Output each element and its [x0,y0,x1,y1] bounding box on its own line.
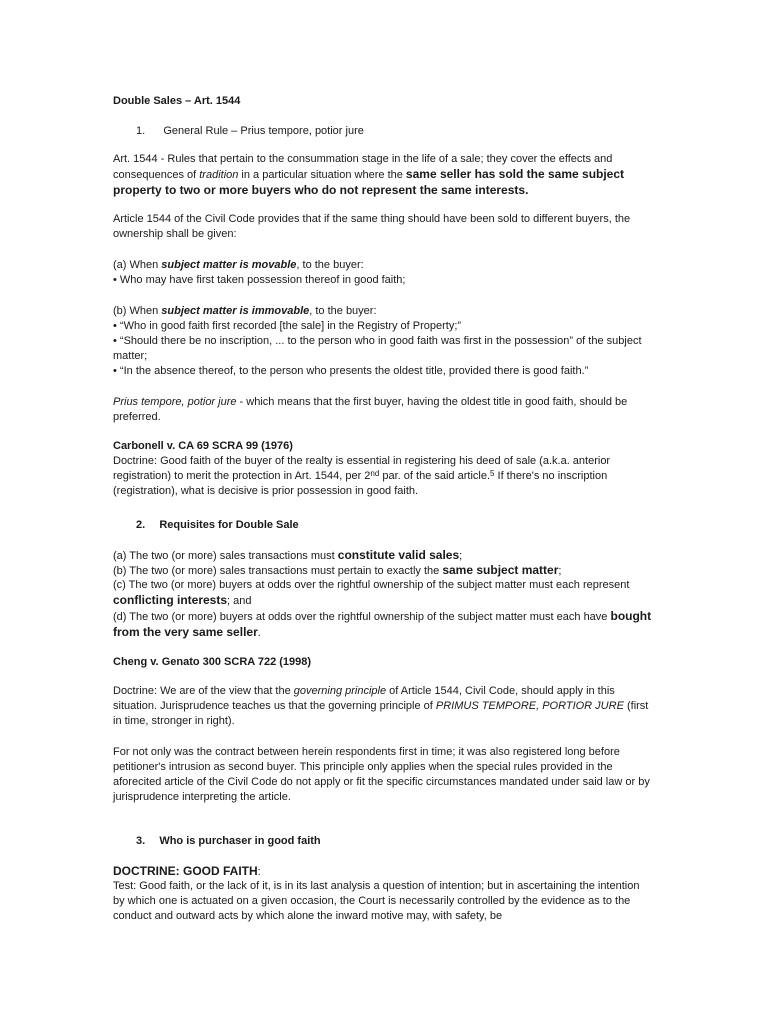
carbonell-text-c: If there's no inscription (registration), what is decisive is prior possession in good faith. [113,470,608,497]
carbonell-text-a: Doctrine: Good faith of the buyer of the realty is essential in registering his deed of sale (a.k.a. anterior registration) to merit the protection in Art. 1544, per 2 [113,455,611,482]
immovable-bullet: • “Who in good faith first recorded [the sale] in the Registry of Property;” [113,319,653,334]
requisite-text: ; [459,550,463,562]
requisite-text: ; and [227,595,252,607]
cheng-text-d: PRIMUS TEMPORE, PORTIOR JURE [435,700,624,712]
section-1-number: 1. [136,125,146,137]
good-faith-title-colon: : [257,866,261,878]
requisite-item [113,548,653,564]
requisite-emphasis: bought from the very same seller [113,609,652,639]
requisite-text: . [257,627,261,639]
requisite-emphasis: same subject matter [442,563,559,577]
requisite-text: ; [558,565,562,577]
movable-rule [113,258,653,273]
section-2-title: Requisites for Double Sale [159,519,299,531]
cheng-text-b: governing principle [293,685,387,697]
carbonell-footnote-mark: 5 [490,469,495,478]
cheng-text-a: Doctrine: We are of the view that the [113,685,294,697]
immovable-rule [113,304,653,319]
requisite-text: (d) The two (or more) buyers at odds over the rightful ownership of the subject matter must each have [113,611,611,623]
immovable-bullet: • “In the absence thereof, to the person who presents the oldest title, provided there is good faith.” [113,364,653,379]
carbonell-doctrine [113,454,653,499]
prius-text-b: - which means that the first buyer, having the oldest title in good faith, should be preferred. [113,396,628,423]
carbonell-superscript: nd [370,469,380,478]
art-1544-text-c: in a particular situation where the [238,169,406,181]
good-faith-test: Test: Good faith, or the lack of it, is in its last analysis a question of intention; but in ascertaining the intention by which one is actuated on a given occasion, the Court is necessarily controlled by the evidence as to the conduct and outward acts by which alone the inward motive may, with safety, be [113,880,640,922]
section-3-heading [136,834,676,849]
requisite-item [113,578,653,609]
art-1544-paragraph [113,152,653,199]
section-1-title: General Rule – Prius tempore, potior jure [163,125,364,137]
movable-text-c: , to the buyer: [296,259,364,271]
requisite-text: (a) The two (or more) sales transactions must [113,550,338,562]
art-1544-text-d: same seller has sold the same subject property to two or more buyers who do not represent the same interests. [113,167,625,197]
good-faith-title [113,864,653,880]
immovable-text-c: , to the buyer: [309,305,377,317]
requisite-item [113,563,653,579]
good-faith-title-text: DOCTRINE: GOOD FAITH [113,864,258,878]
cheng-text-c: of Article 1544, Civil Code, should apply in this situation. Jurisprudence teaches us that the governing principle of [113,685,615,712]
document-heading: Double Sales – Art. 1544 [113,95,241,107]
requisite-text: (c) The two (or more) buyers at odds over the rightful ownership of the subject matter must each represent [113,579,630,591]
section-3-title: Who is purchaser in good faith [159,835,321,847]
cheng-case-title: Cheng v. Genato 300 SCRA 722 (1998) [113,656,312,668]
immovable-bullet: • “Should there be no inscription, ... to the person who in good faith was first in the possession” of the subject matter; [113,334,653,364]
carbonell-case-title: Carbonell v. CA 69 SCRA 99 (1976) [113,440,293,452]
cheng-text-e: (first in time, stronger in right). [113,700,649,727]
requisite-emphasis: constitute valid sales [337,548,460,562]
section-1-heading [136,124,676,139]
art-1544-text-b: tradition [199,169,239,181]
cheng-doctrine [113,684,653,729]
movable-text-b: subject matter is movable [161,259,297,271]
section-2-number: 2. [136,519,146,531]
movable-text-a: (a) When [113,259,162,271]
art-1544-text-a: Art. 1544 - Rules that pertain to the consummation stage in the life of a sale; they cover the effects and consequences of [113,153,613,181]
movable-bullet: • Who may have first taken possession thereof in good faith; [113,273,653,288]
immovable-text-a: (b) When [113,305,162,317]
requisite-item [113,609,653,641]
carbonell-text-b: par. of the said article. [379,470,490,482]
immovable-text-b: subject matter is immovable [161,305,310,317]
prius-text-a: Prius tempore, potior jure [113,396,237,408]
cheng-paragraph-2: For not only was the contract between herein respondents first in time; it was also registered long before petitioner's intrusion as second buyer. This principle only applies when the special rules provided in the aforecited article of the Civil Code do not apply or fit the specific circumstances mandated under said law or by jurisprudence interpreting the article. [113,746,650,803]
article-intro-paragraph: Article 1544 of the Civil Code provides that if the same thing should have been sold to different buyers, the ownership shall be given: [113,213,631,240]
section-3-number: 3. [136,835,146,847]
section-2-heading [136,518,676,533]
prius-tempore-paragraph [113,395,653,425]
requisite-text: (b) The two (or more) sales transactions must pertain to exactly the [113,565,443,577]
requisite-emphasis: conflicting interests [113,593,228,607]
